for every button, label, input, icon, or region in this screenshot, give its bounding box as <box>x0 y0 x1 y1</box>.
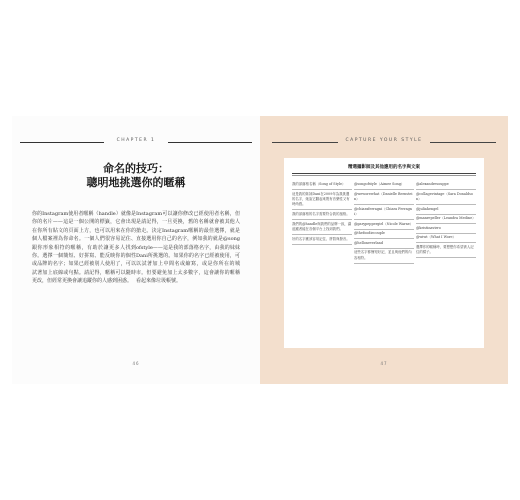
inset-column-1 <box>292 182 352 246</box>
list-item: @thefoodiecouple <box>354 231 414 239</box>
list-item: 好的名字應該容易記住、拼寫與發音。 <box>292 237 352 245</box>
section-label: CAPTURE YOUR STYLE <box>345 138 423 143</box>
inset-box <box>284 158 484 348</box>
list-item: @chiaraferragni（Chiara Ferragni） <box>354 207 414 220</box>
page-heading <box>12 162 260 190</box>
inset-column-3 <box>416 182 476 260</box>
left-page <box>12 116 260 384</box>
body-column-2: Instagram可以讓你修改已經使用者名稱，但是請記得，一旦更換，舊的名稱就會被其他人搶走。決定Instagram暱稱的最佳選擇，就是直接選用你自己的名字，例如我的就是@songofstyle——這是我的部落格名字，由我的妹妹Dani所挑選的。如果你的名字已經被使用，可以試著加上中間名或縮寫，或是你所在的城市。但要避免加上太多數字，這會讓你的暱稱看起來像垃圾帳號。 <box>136 211 240 285</box>
list-item: 我們的@handle與我們的品牌一致，讓追蹤者能在各個平台上找到我們。 <box>292 222 352 235</box>
list-item: @helloneverland <box>354 241 414 249</box>
list-item: @alexandresouppe <box>416 182 476 190</box>
header-rule-right <box>168 142 252 143</box>
chapter-header <box>12 138 260 148</box>
right-page <box>260 116 508 384</box>
list-item: 這些名字都簡短好記，並且與他們的內容相符。 <box>354 250 414 263</box>
chapter-label: CHAPTER 1 <box>116 138 156 143</box>
list-item: @juliahengel <box>416 207 476 215</box>
page-number-right: 47 <box>380 361 388 366</box>
list-item: @collagevintage（Sara Donaldson） <box>416 192 476 205</box>
list-item: @kristinavirro <box>416 226 476 234</box>
list-item: 選擇你的暱稱時，要想想你希望被人記住的樣子。 <box>416 245 476 258</box>
list-item: 我的部落格的名字需要符合我的風格。 <box>292 212 352 220</box>
inset-title: 精選攝影師及其他應用的名字與文案 <box>348 165 420 170</box>
list-item: 這是我的妹妹Dani在2009年為我挑選的名字，她說它聽起來既有音樂性又有時尚感。 <box>292 192 352 211</box>
list-item: @garypeppergirl（Nicole Warne） <box>354 222 414 230</box>
page-number-left: 46 <box>132 361 140 366</box>
inset-rule-thin <box>292 175 476 176</box>
list-item: @wiwt（What I Wore） <box>416 235 476 243</box>
list-item: @weworewhat（Danielle Bernstein） <box>354 192 414 205</box>
body-column-1: 你的Instagram使用者暱稱（handle）就像是你的名片——這是一個公開的標籤，它會出現在你所有貼文的頁面上方，也可以用來在你的個人檔案裡為你命名。一個人們很容易記住、跟你形象相符的暱稱，有助於讓更多人找到你。選擇一個簡短、好拼寫、能反映你的個性或品牌的名字；如果已經被別人使用了，可以試著加上底線或句點。請記得，暱稱可以隨時更改，但經常更換會讓追蹤你的人感到困惑。 <box>32 211 136 285</box>
heading-line-1: 命名的技巧： <box>103 162 169 175</box>
section-header <box>260 138 508 148</box>
header-rule-right <box>430 142 496 143</box>
heading-line-2: 聰明地挑選你的暱稱 <box>86 176 186 189</box>
list-item: @manrepeller（Leandra Medine） <box>416 216 476 224</box>
inset-column-2 <box>354 182 414 265</box>
inset-rule <box>292 173 476 174</box>
list-item: 我的部落格名稱（Song of Style） <box>292 182 352 190</box>
list-item: @songofstyle（Aimee Song） <box>354 182 414 190</box>
